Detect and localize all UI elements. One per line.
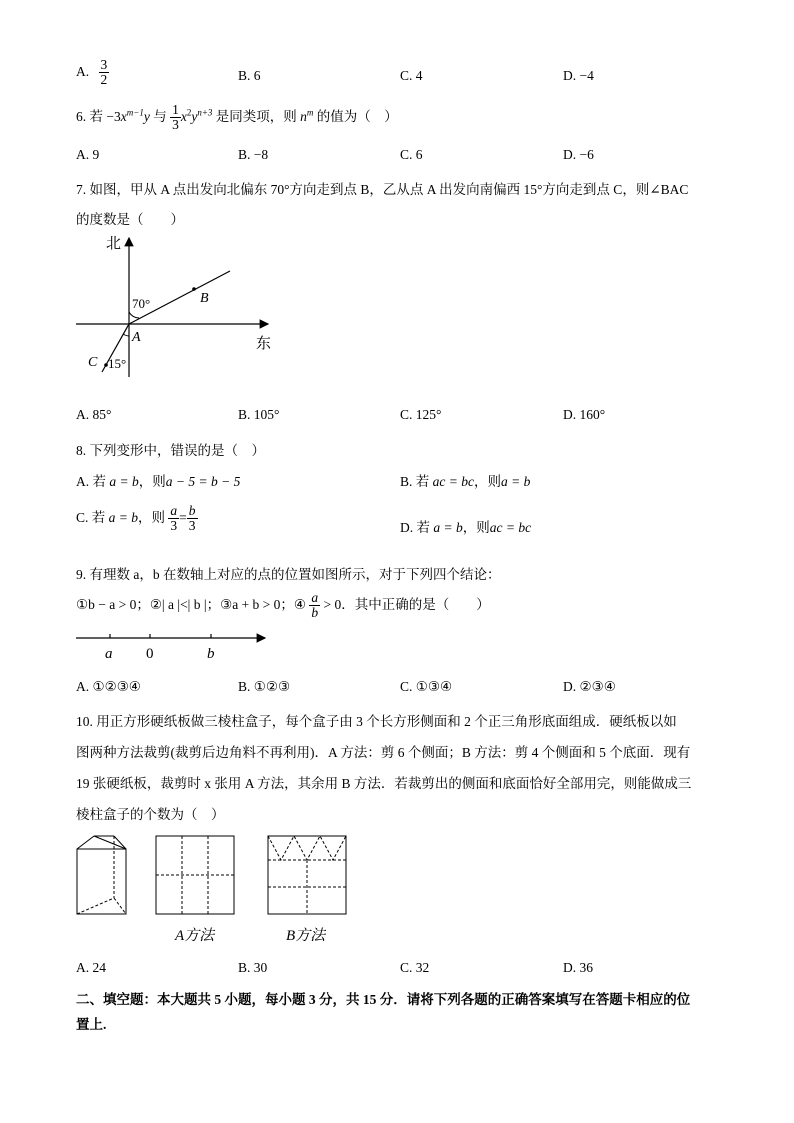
q8-option-d bbox=[400, 516, 531, 536]
numerator: a bbox=[170, 503, 178, 518]
conclusions-text: ①b − a > 0；②| a |<| b |；③a + b > 0；④ bbox=[76, 596, 307, 612]
q9-option-b: B. ①②③ bbox=[238, 679, 291, 694]
q8-option-b bbox=[400, 470, 530, 490]
fraction bbox=[309, 591, 320, 620]
option-label: C. 若 bbox=[76, 509, 106, 525]
q6-option-a: A. 9 bbox=[76, 147, 100, 162]
result: a = b bbox=[500, 474, 531, 489]
variable: x bbox=[180, 108, 187, 124]
q9-conclusions bbox=[76, 591, 490, 620]
board-b-figure bbox=[268, 836, 346, 914]
equals-sign: = bbox=[179, 509, 187, 525]
q10-option-d: D. 36 bbox=[563, 960, 593, 975]
angle-arc-70 bbox=[129, 312, 139, 318]
exponent: n+3 bbox=[197, 107, 213, 118]
q8-stem: 8. 下列变形中，错误的是（ ） bbox=[76, 443, 265, 458]
q6-option-d: D. −6 bbox=[563, 147, 594, 162]
condition: a = b bbox=[109, 474, 139, 489]
numerator: a bbox=[311, 590, 319, 605]
variable: y bbox=[143, 108, 150, 124]
stem-text: 若 bbox=[89, 108, 103, 124]
conclusions-end: > 0．其中正确的是（ ） bbox=[323, 596, 490, 612]
point-b-dot bbox=[192, 287, 196, 291]
fraction bbox=[168, 504, 179, 533]
exponent: m−1 bbox=[126, 107, 144, 118]
q5-option-d: D. −4 bbox=[563, 68, 594, 83]
denominator: b bbox=[311, 605, 319, 621]
numerator: 3 bbox=[100, 57, 108, 72]
q9-option-d: D. ②③④ bbox=[563, 679, 616, 694]
denominator: 3 bbox=[170, 518, 178, 534]
numerator: 1 bbox=[172, 102, 179, 117]
section-2-heading-line1: 二、填空题：本大题共 5 小题，每小题 3 分，共 15 分．请将下列各题的正确答案填写在答题卡相应的位 bbox=[76, 992, 691, 1007]
q10-stem-line2: 图两种方法裁剪(裁剪后边角料不再利用)．A 方法：剪 6 个侧面；B 方法：剪 4 个侧面和 5 个底面．现有 bbox=[76, 745, 691, 760]
label-method-b: B方法 bbox=[286, 928, 326, 944]
q7-option-c: C. 125° bbox=[400, 407, 442, 422]
option-label: B. 若 bbox=[400, 474, 430, 489]
connector: ，则 bbox=[138, 474, 166, 489]
q6-option-c: C. 6 bbox=[400, 147, 423, 162]
fraction bbox=[99, 58, 110, 87]
question-number: 6. bbox=[76, 108, 87, 124]
result: ac = bc bbox=[489, 520, 532, 535]
denominator: 2 bbox=[100, 72, 108, 88]
angle-arc-15 bbox=[123, 334, 129, 336]
variable: y bbox=[191, 108, 198, 124]
q10-option-c: C. 32 bbox=[400, 960, 430, 975]
exponent: 2 bbox=[186, 107, 192, 118]
label-a: a bbox=[105, 646, 113, 662]
denominator: 3 bbox=[172, 117, 179, 133]
label-point-a: A bbox=[132, 330, 141, 345]
expression-nm bbox=[300, 109, 313, 124]
label-15-degrees: 15° bbox=[108, 356, 127, 371]
q5-option-b: B. 6 bbox=[238, 68, 261, 83]
q7-option-d: D. 160° bbox=[563, 407, 606, 422]
coefficient: −3 bbox=[106, 108, 121, 124]
condition: a = b bbox=[433, 520, 463, 535]
label-point-b: B bbox=[200, 291, 209, 306]
q9-option-c: C. ①③④ bbox=[400, 679, 453, 694]
label-method-a: A方法 bbox=[175, 928, 215, 944]
stem-text: 是同类项，则 bbox=[215, 108, 297, 124]
expression-2 bbox=[181, 109, 213, 124]
q7-stem-line2: 的度数是（ ） bbox=[76, 212, 184, 227]
option-label: D. 若 bbox=[400, 520, 430, 535]
q10-figures bbox=[70, 832, 360, 950]
q8-option-c bbox=[76, 504, 198, 533]
q10-option-a: A. 24 bbox=[76, 960, 106, 975]
q7-option-b: B. 105° bbox=[238, 407, 280, 422]
label-zero: 0 bbox=[146, 646, 154, 662]
label-point-c: C bbox=[88, 355, 98, 370]
connector: ，则 bbox=[462, 520, 490, 535]
q6-stem bbox=[76, 103, 398, 132]
board-a-figure bbox=[156, 836, 234, 914]
condition: ac = bc bbox=[432, 474, 474, 489]
q10-stem-line1: 10. 用正方形硬纸板做三棱柱盒子，每个盒子由 3 个长方形侧面和 2 个正三角形底面组成．硬纸板以如 bbox=[76, 714, 677, 729]
label-east: 东 bbox=[256, 336, 272, 352]
section-2-heading-line2: 置上. bbox=[76, 1017, 107, 1032]
fraction bbox=[170, 103, 181, 132]
q5-option-c: C. 4 bbox=[400, 68, 423, 83]
denominator: 3 bbox=[188, 518, 196, 534]
connector: ，则 bbox=[473, 474, 501, 489]
q10-option-b: B. 30 bbox=[238, 960, 268, 975]
q7-stem-line1: 7. 如图，甲从 A 点出发向北偏东 70°方向走到点 B，乙从点 A 出发向南偏西 15°方向走到点 C，则∠BAC bbox=[76, 182, 689, 197]
q9-option-a: A. ①②③④ bbox=[76, 679, 141, 694]
q10-stem-line4: 棱柱盒子的个数为（ ） bbox=[76, 807, 225, 822]
option-label: A. 若 bbox=[76, 474, 106, 489]
option-label: A. bbox=[76, 63, 90, 79]
stem-text: 与 bbox=[153, 108, 167, 124]
q6-option-b: B. −8 bbox=[238, 147, 269, 162]
prism-figure bbox=[77, 836, 126, 914]
label-north: 北 bbox=[106, 236, 122, 252]
q8-option-a bbox=[76, 470, 240, 490]
q10-stem-line3: 19 张硬纸板，裁剪时 x 张用 A 方法，其余用 B 方法．若裁剪出的侧面和底面恰好全部用完，则能做成三 bbox=[76, 776, 692, 791]
stem-text: 的值为（ ） bbox=[316, 108, 398, 124]
q9-number-line bbox=[70, 628, 270, 664]
q7-option-a: A. 85° bbox=[76, 407, 112, 422]
variable: n bbox=[300, 108, 307, 124]
label-70-degrees: 70° bbox=[132, 296, 151, 311]
q9-stem: 9. 有理数 a，b 在数轴上对应的点的位置如图所示，对于下列四个结论： bbox=[76, 567, 501, 582]
expression-1 bbox=[106, 109, 149, 124]
exponent: m bbox=[306, 107, 314, 118]
fraction bbox=[187, 504, 198, 533]
variable: x bbox=[120, 108, 127, 124]
result: a − 5 = b − 5 bbox=[165, 474, 241, 489]
q5-option-a bbox=[76, 58, 109, 87]
label-b: b bbox=[207, 646, 215, 662]
condition: a = b bbox=[108, 509, 139, 525]
q7-direction-figure bbox=[70, 232, 290, 382]
numerator: b bbox=[188, 503, 196, 518]
connector: ，则 bbox=[138, 509, 166, 525]
